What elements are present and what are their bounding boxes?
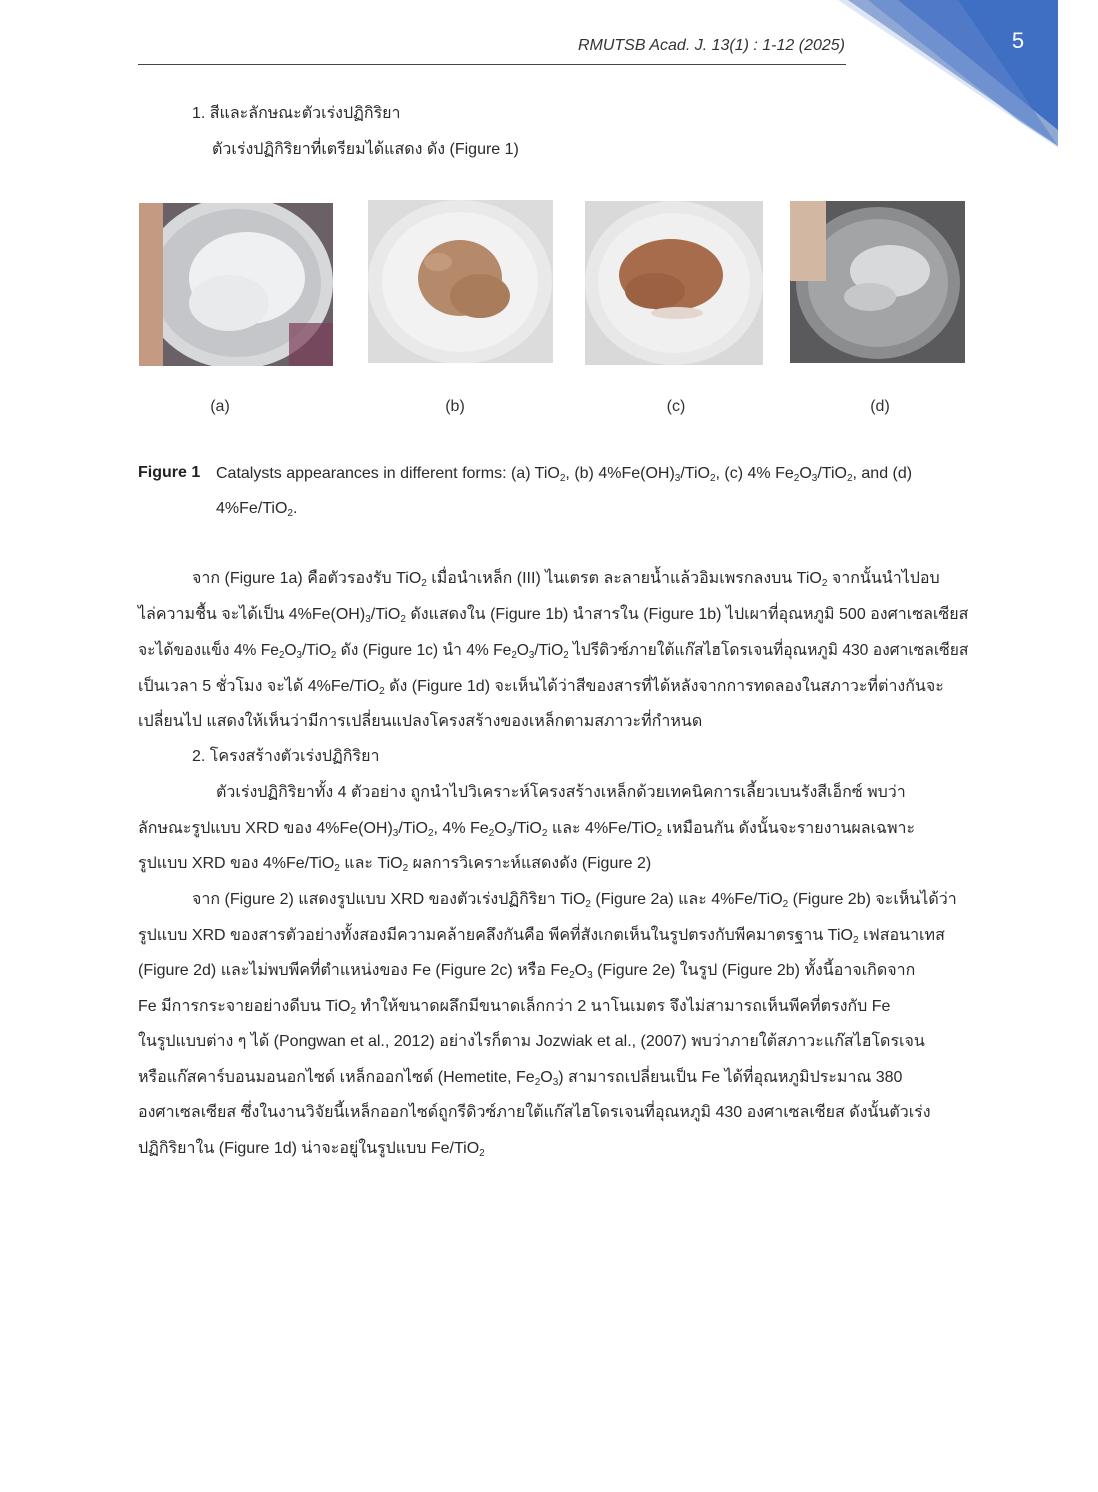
corner-decoration — [808, 0, 1058, 150]
figure1c-label: (c) — [666, 398, 686, 415]
light-brown-powder-photo — [368, 200, 553, 363]
section1-heading: 1. สีและลักษณะตัวเร่งปฏิกิริยา — [192, 105, 401, 122]
section2-line1: ตัวเร่งปฏิกิริยาทั้ง 4 ตัวอย่าง ถูกนำไปวิเคราะห์โครงสร้างเหล็กด้วยเทคนิคการเลี้ยวเบนรังสีเอ็กซ์ พบว่า — [216, 784, 906, 801]
white-tio2-powder-photo — [139, 203, 333, 366]
para3-line7: องศาเซลเซียส ซึ่งในงานวิจัยนี้เหล็กออกไซด์ถูกรีดิวซ์ภายใต้แก๊สไฮโดรเจนที่อุณหภูมิ 430 องศาเซลเซียส ดังนั้นตัวเร่ง — [138, 1104, 931, 1121]
para1-line1: จาก (Figure 1a) คือตัวรองรับ TiO$_2$ เมื่อนำเหล็ก (III) ไนเตรต ละลายน้ำแล้วอิมเพรกลงบน TiO$_2$ จากนั้นนำไปอบ — [192, 570, 940, 589]
para1-line3: จะได้ของแข็ง 4% $Fe_2O_3/TiO_2$ ดัง (Figure 1c) นำ 4% $Fe_2O_3/TiO_2$ ไปรีดิวซ์ภายใต้แก๊สไฮโดรเจนที่อุณหภูมิ 430 องศาเซลเซียส — [138, 642, 969, 661]
figure1b-photo — [368, 200, 553, 363]
figure1b-label: (b) — [445, 398, 465, 415]
para3-line4: Fe มีการกระจายอย่างดีบน TiO$_2$ ทำให้ขนาดผลึกมีขนาดเล็กกว่า 2 นาโนเมตร จึงไม่สามารถเห็นพีคที่ตรงกับ Fe — [138, 998, 891, 1017]
para3-line6: หรือแก๊สคาร์บอนมอนอกไซด์ เหล็กออกไซด์ (Hemetite, $Fe_2O_3$) สามารถเปลี่ยนเป็น Fe ได้ที่อุณหภูมิประมาณ 380 — [138, 1069, 903, 1088]
figure1d-photo — [790, 201, 965, 363]
section1-intro: ตัวเร่งปฏิกิริยาที่เตรียมได้แสดง ดัง (Figure 1) — [212, 141, 519, 158]
para1-line2: ไล่ความชื้น จะได้เป็น $4\%Fe(OH)_3/TiO_2$ ดังแสดงใน (Figure 1b) นำสารใน (Figure 1b) ไปเผาที่อุณหภูมิ 500 องศาเซลเซียส — [138, 606, 969, 625]
section2-line3: รูปแบบ XRD ของ 4%Fe/TiO$_2$ และ TiO$_2$ ผลการวิเคราะห์แสดงดัง (Figure 2) — [138, 855, 652, 874]
gray-powder-photo — [790, 201, 965, 363]
page-number: 5 — [1011, 28, 1025, 53]
section2-heading: 2. โครงสร้างตัวเร่งปฏิกิริยา — [192, 748, 380, 765]
figure1-caption-line1: Catalysts appearances in different forms: (a) TiO$_2$, (b) $4\%Fe(OH)_3/TiO_2$, (c) 4% $Fe_2O_3/TiO_2$, and (d) — [216, 465, 913, 484]
figure1c-photo — [585, 201, 763, 365]
para3-line3: (Figure 2d) และไม่พบพีคที่ตำแหน่งของ Fe (Figure 2c) หรือ $Fe_2O_3$ (Figure 2e) ในรูป (Figure 2b) ทั้งนี้อาจเกิดจาก — [138, 962, 916, 981]
para3-line1: จาก (Figure 2) แสดงรูปแบบ XRD ของตัวเร่งปฏิกิริยา TiO$_2$ (Figure 2a) และ 4%Fe/TiO$_2$ (Figure 2b) จะเห็นได้ว่า — [192, 891, 957, 910]
figure1d-label: (d) — [870, 398, 890, 415]
figure1-caption-tag: Figure 1 — [138, 464, 201, 481]
section2-line2: ลักษณะรูปแบบ XRD ของ $4\%Fe(OH)_3/TiO_2$, 4% $Fe_2O_3/TiO_2$ และ 4%Fe/TiO$_2$ เหมือนกัน ดังนั้นจะรายงานผลเฉพาะ — [138, 820, 916, 839]
para3-line2: รูปแบบ XRD ของสารตัวอย่างทั้งสองมีความคล้ายคลึงกันคือ พีคที่สังเกตเห็นในรูปตรงกับพีคมาตรฐาน TiO$_2$ เฟสอนาเทส — [138, 927, 945, 946]
figure1a-photo — [139, 203, 333, 366]
header-rule — [138, 64, 846, 65]
brown-powder-photo — [585, 201, 763, 365]
figure1-caption-line2: 4%Fe/TiO$_2$. — [216, 500, 298, 519]
running-header: RMUTSB Acad. J. 13(1) : 1-12 (2025) — [577, 37, 845, 54]
para3-line5: ในรูปแบบต่าง ๆ ได้ (Pongwan et al., 2012) อย่างไรก็ตาม Jozwiak et al., (2007) พบว่าภายใต้สภาวะแก๊สไฮโดรเจน — [138, 1033, 925, 1050]
figure1a-label: (a) — [210, 398, 230, 415]
para1-line5: เปลี่ยนไป แสดงให้เห็นว่ามีการเปลี่ยนแปลงโครงสร้างของเหล็กตามสภาวะที่กำหนด — [138, 713, 703, 730]
para1-line4: เป็นเวลา 5 ชั่วโมง จะได้ 4%Fe/TiO$_2$ ดัง (Figure 1d) จะเห็นได้ว่าสีของสารที่ได้หลังจากการทดลองในสภาวะที่ต่างกันจะ — [138, 678, 944, 697]
para3-line8: ปฏิกิริยาใน (Figure 1d) น่าจะอยู่ในรูปแบบ Fe/TiO$_2$ — [138, 1140, 485, 1159]
